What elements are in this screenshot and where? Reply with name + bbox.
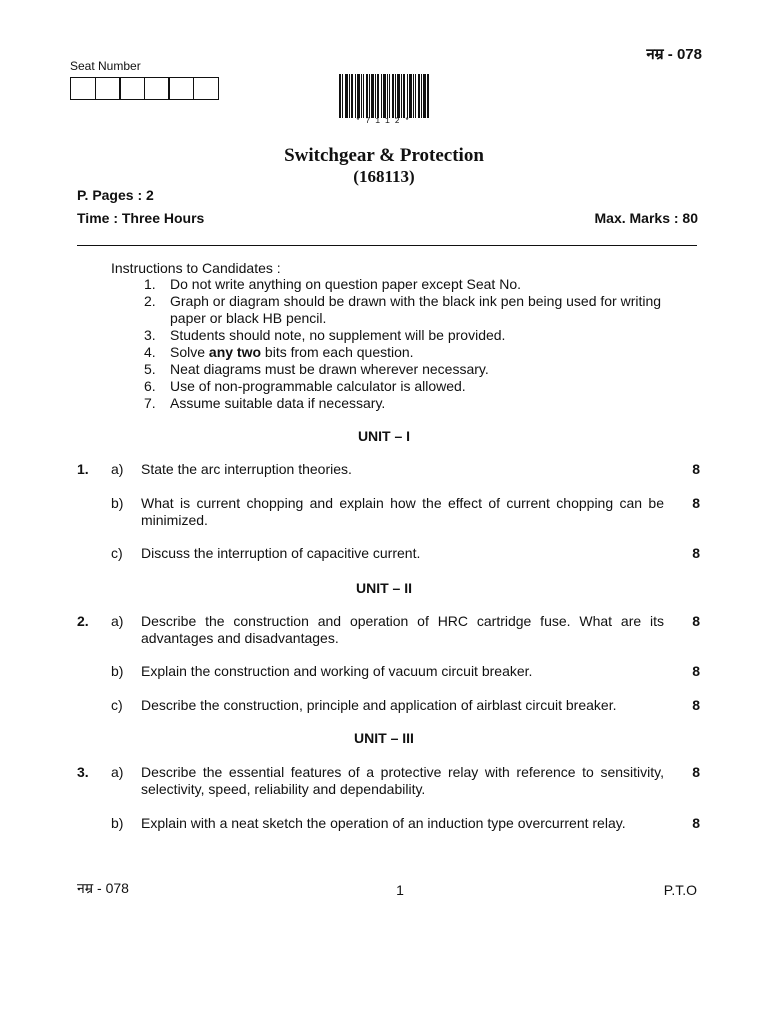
question-text: Describe the essential features of a protective relay with reference to sensitivity, selectivity, speed, reliability and dependability. [141, 764, 664, 797]
question-marks: 8 [692, 815, 700, 831]
question-part-letter: a) [111, 764, 124, 780]
question-part-letter: b) [111, 663, 124, 679]
instruction-item: 3. Students should note, no supplement will be provided. [144, 327, 506, 343]
instructions-heading: Instructions to Candidates : [111, 260, 281, 276]
page-number: 1 [396, 882, 404, 898]
header-divider [77, 245, 697, 246]
footer-paper-code: नम्र - 078 [77, 880, 129, 896]
seat-box [119, 77, 145, 100]
question-number: 1. [77, 461, 89, 477]
seat-box [168, 77, 194, 100]
question-text: State the arc interruption theories. [141, 461, 352, 477]
instructions-list [144, 276, 674, 412]
question-marks: 8 [692, 697, 700, 713]
question-part-letter: c) [111, 697, 123, 713]
question-marks: 8 [692, 495, 700, 511]
seat-number-boxes [70, 77, 219, 100]
seat-box [193, 77, 219, 100]
subject-code: (168113) [353, 167, 415, 186]
question-text: Explain with a neat sketch the operation of an induction type overcurrent relay. [141, 815, 626, 831]
question-text: What is current chopping and explain how the effect of current chopping can be minimized. [141, 495, 664, 528]
page-count: P. Pages : 2 [77, 187, 154, 203]
seat-box [70, 77, 96, 100]
instruction-item: 1. Do not write anything on question paper except Seat No. [144, 276, 521, 292]
question-text: Discuss the interruption of capacitive current. [141, 545, 421, 561]
barcode-text: *7112* [355, 117, 415, 126]
seat-box [95, 77, 121, 100]
pto-label: P.T.O [663, 882, 697, 898]
paper-code: नम्र - 078 [646, 46, 702, 63]
instruction-item: 4. Solve any two bits from each question. [144, 344, 414, 360]
question-marks: 8 [692, 461, 700, 477]
question-part-letter: a) [111, 613, 124, 629]
question-marks: 8 [692, 764, 700, 780]
unit-heading: UNIT – II [355, 580, 412, 596]
question-marks: 8 [692, 613, 700, 629]
question-number: 2. [77, 613, 89, 629]
time-allowed: Time : Three Hours [77, 210, 205, 226]
seat-box [144, 77, 170, 100]
instruction-item: 7. Assume suitable data if necessary. [144, 395, 386, 411]
barcode [339, 74, 429, 118]
instruction-item: 2. Graph or diagram should be drawn with the black ink pen being used for writing paper or black HB pencil. [144, 293, 662, 326]
question-text: Describe the construction, principle and application of airblast circuit breaker. [141, 697, 617, 713]
question-marks: 8 [692, 545, 700, 561]
seat-number-label: Seat Number [70, 59, 141, 73]
paper-title: Switchgear & Protection [284, 145, 484, 166]
question-marks: 8 [692, 663, 700, 679]
instruction-item: 5. Neat diagrams must be drawn wherever necessary. [144, 361, 489, 377]
instruction-item: 6. Use of non-programmable calculator is allowed. [144, 378, 466, 394]
unit-heading: UNIT – III [354, 730, 414, 746]
max-marks: Max. Marks : 80 [594, 210, 698, 226]
question-part-letter: c) [111, 545, 123, 561]
question-part-letter: b) [111, 495, 124, 511]
question-part-letter: b) [111, 815, 124, 831]
question-number: 3. [77, 764, 89, 780]
question-text: Describe the construction and operation of HRC cartridge fuse. What are its advantages and disadvantages. [141, 613, 664, 646]
question-text: Explain the construction and working of vacuum circuit breaker. [141, 663, 533, 679]
question-part-letter: a) [111, 461, 124, 477]
unit-heading: UNIT – I [357, 428, 411, 444]
